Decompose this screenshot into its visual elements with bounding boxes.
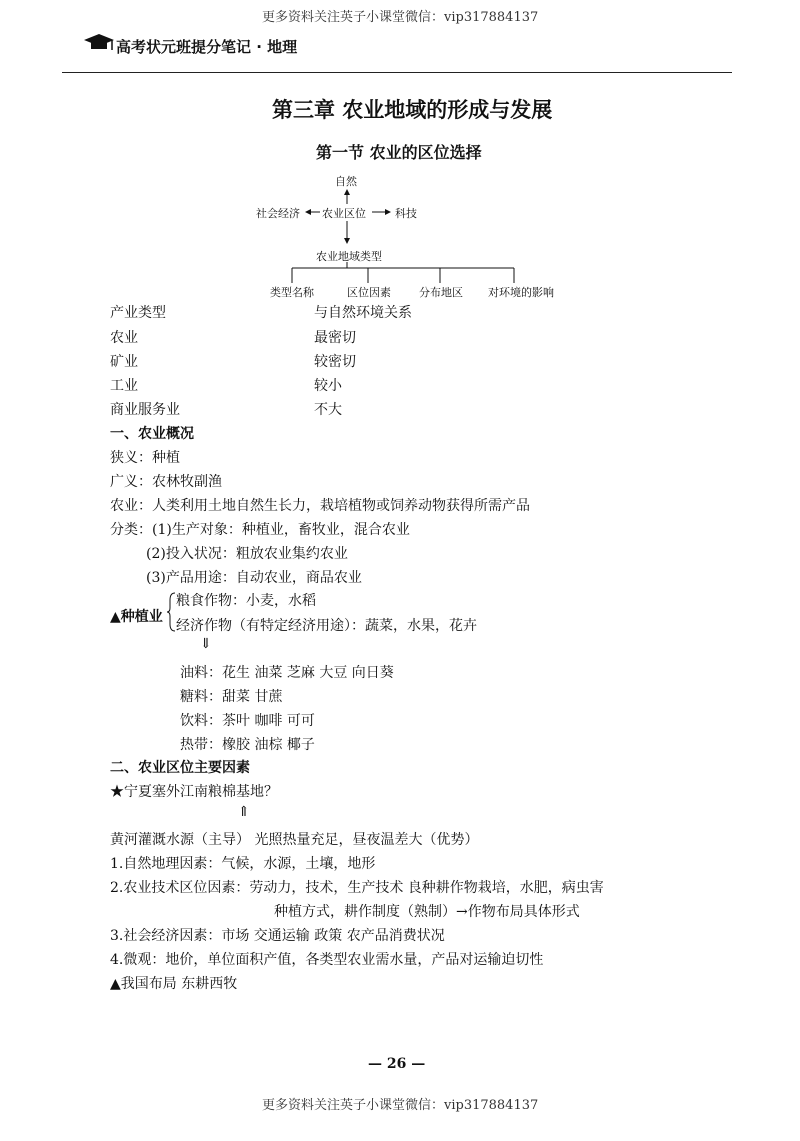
agriculture-definition: 农业：人类利用土地自然生长力，栽培植物或饲养动物获得所需产品 xyxy=(110,498,530,514)
chapter-title: 第三章 农业地域的形成与发展 xyxy=(272,98,553,122)
brace-icon xyxy=(166,592,176,632)
factor-technology-detail: 种植方式，耕作制度（熟制）→作物布局具体形式 xyxy=(274,904,580,920)
planting-label: ▲种植业 xyxy=(110,609,163,625)
part1-title: 一、农业概况 xyxy=(110,426,194,442)
table-row-relation: 较小 xyxy=(314,378,342,394)
table-row-industry: 工业 xyxy=(110,378,138,394)
table-row-relation: 较密切 xyxy=(314,354,356,370)
table-header-industry: 产业类型 xyxy=(110,305,166,321)
narrow-definition: 狭义：种植 xyxy=(110,450,180,466)
part2-title: 二、农业区位主要因素 xyxy=(110,760,250,776)
factor-technology: 2.农业技术区位因素：劳动力，技术，生产技术 良种耕作物栽培，水肥，病虫害 xyxy=(110,880,604,896)
factor-socioeconomic: 3.社会经济因素：市场 交通运输 政策 农产品消费状况 xyxy=(110,928,445,944)
beverage-crops: 饮料：茶叶 咖啡 可可 xyxy=(180,713,315,729)
section-title: 第一节 农业的区位选择 xyxy=(316,143,482,162)
sugar-crops: 糖料：甜菜 甘蔗 xyxy=(180,689,283,705)
china-layout: ▲我国布局 东耕西牧 xyxy=(110,976,238,992)
diagram-branch: 分布地区 xyxy=(419,286,463,299)
diagram-nature: 自然 xyxy=(335,175,357,188)
up-arrow-icon: ⇑ xyxy=(238,804,250,820)
classification-1: 分类：(1)生产对象：种植业，畜牧业，混合农业 xyxy=(110,522,410,538)
cash-crops: 经济作物（有特定经济用途）：蔬菜，水果，花卉 xyxy=(176,618,477,634)
page-number: — 26 — xyxy=(368,1056,426,1072)
table-header-relation: 与自然环境关系 xyxy=(314,305,412,321)
table-row-industry: 农业 xyxy=(110,330,138,346)
classification-3: (3)产品用途：自动农业，商品农业 xyxy=(146,570,362,586)
tropical-crops: 热带：橡胶 油棕 椰子 xyxy=(180,737,315,753)
diagram-branch: 区位因素 xyxy=(347,286,391,299)
factor-micro: 4.微观：地价，单位面积产值，各类型农业需水量，产品对运输迫切性 xyxy=(110,952,544,968)
ningxia-question: ★宁夏塞外江南粮棉基地？ xyxy=(110,784,278,800)
table-row-industry: 矿业 xyxy=(110,354,138,370)
watermark-top: 更多资料关注英子小课堂微信：vip317884137 xyxy=(262,10,539,25)
factor-natural: 1.自然地理因素：气候，水源，土壤，地形 xyxy=(110,856,376,872)
diagram-branch: 对环境的影响 xyxy=(488,286,554,299)
diagram-tech: 科技 xyxy=(395,207,417,220)
table-row-relation: 最密切 xyxy=(314,330,356,346)
down-arrow-icon: ⇓ xyxy=(200,636,212,652)
watermark-bottom: 更多资料关注英子小课堂微信：vip317884137 xyxy=(262,1098,539,1113)
classification-2: (2)投入状况：粗放农业集约农业 xyxy=(146,546,348,562)
table-row-relation: 不大 xyxy=(314,402,342,418)
diagram-society: 社会经济 xyxy=(256,207,300,220)
grain-crops: 粮食作物：小麦，水稻 xyxy=(176,593,316,609)
diagram-location: 农业区位 xyxy=(322,207,366,220)
table-row-industry: 商业服务业 xyxy=(110,402,180,418)
broad-definition: 广义：农林牧副渔 xyxy=(110,474,222,490)
book-title: 高考状元班提分笔记 · 地理 xyxy=(116,38,298,56)
diagram-branch: 类型名称 xyxy=(270,286,314,299)
diagram-region-type: 农业地域类型 xyxy=(316,250,382,263)
oil-crops: 油料：花生 油菜 芝麻 大豆 向日葵 xyxy=(180,665,394,681)
location-diagram-lines xyxy=(0,0,800,300)
ningxia-answer: 黄河灌溉水源（主导） 光照热量充足，昼夜温差大（优势） xyxy=(110,832,479,848)
